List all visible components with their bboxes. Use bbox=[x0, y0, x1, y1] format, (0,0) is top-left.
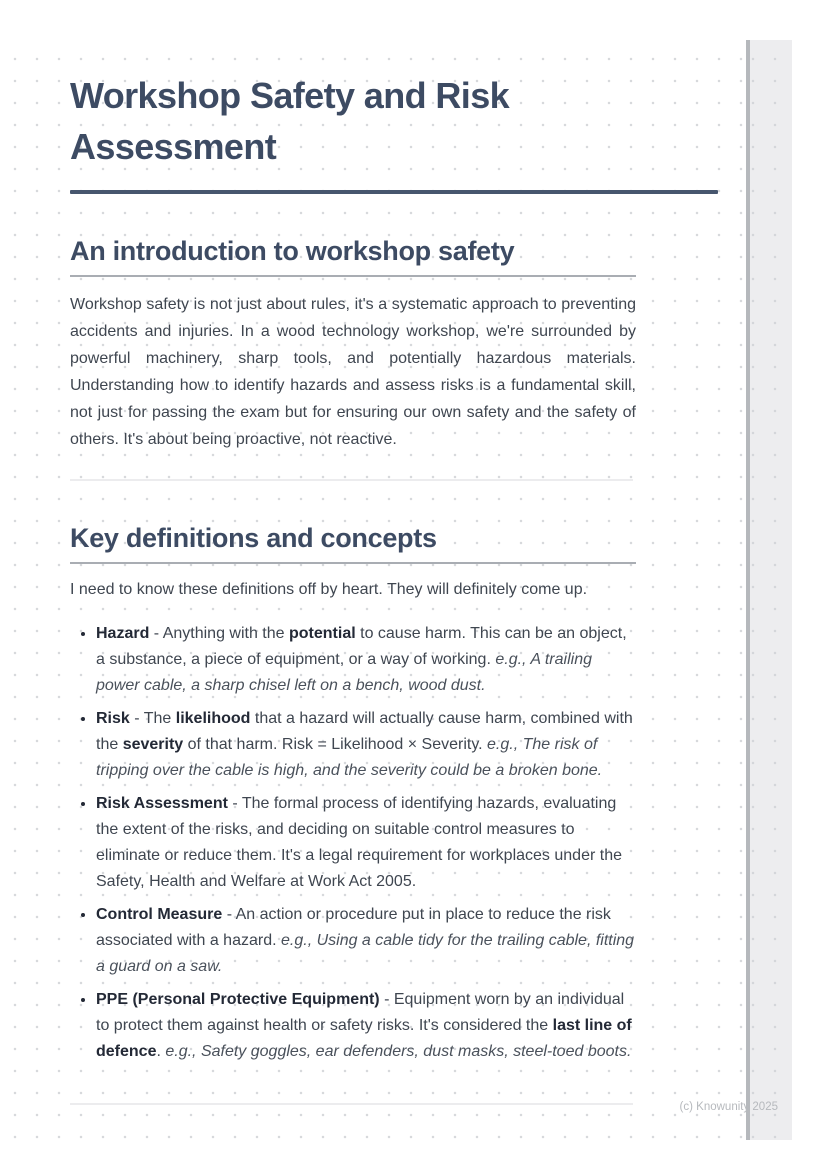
heading-rule bbox=[70, 275, 636, 277]
note-sheet bbox=[0, 40, 746, 1140]
title-rule bbox=[70, 190, 718, 194]
page-title: Workshop Safety and Risk Assessment bbox=[70, 75, 510, 167]
watermark: (c) Knowunity 2025 bbox=[679, 1101, 778, 1113]
definition-item: • Control Measure - An action or procedure put in place to reduce the risk associated with a hazard. e.g., Using a cable tidy for the trailing cable, fitting a guard on a saw. bbox=[96, 902, 636, 980]
introduction-paragraph: Workshop safety is not just about rules, it's a systematic approach to preventing accidents and injuries. In a wood technology workshop, we're surrounded by powerful machinery, sharp tools, and potentially hazardous materials. Understanding how to identify hazards and assess risks is a fundamental skill, not just for passing the exam but for ensuring our own safety and the safety of others. It's about being proactive, not reactive. bbox=[70, 296, 636, 448]
section-heading-definitions: Key definitions and concepts bbox=[70, 523, 437, 553]
definition-item: • Risk - The likelihood that a hazard will actually cause harm, combined with the severity of that harm. Risk = Likelihood × Severity. e.g., The risk of tripping over the cable is high, and the severity could be a broken bone. bbox=[96, 706, 636, 784]
page-side-strip bbox=[750, 40, 792, 1140]
footer-divider bbox=[70, 1103, 633, 1105]
definition-item: • PPE (Personal Protective Equipment) - Equipment worn by an individual to protect them against health or safety risks. It's considered the last line of defence. e.g., Safety goggles, ear defenders, dust masks, steel-toed boots. bbox=[96, 987, 636, 1065]
definitions-list bbox=[70, 621, 636, 1065]
definition-item: • Risk Assessment - The formal process of identifying hazards, evaluating the extent of the risks, and deciding on suitable control measures to eliminate or reduce them. It's a legal requirement for workplaces under the Safety, Health and Welfare at Work Act 2005. bbox=[96, 791, 636, 895]
heading-rule bbox=[70, 562, 636, 564]
definitions-intro: I need to know these definitions off by heart. They will definitely come up. bbox=[70, 581, 588, 598]
definition-item: • Hazard - Anything with the potential to cause harm. This can be an object, a substance, a piece of equipment, or a way of working. e.g., A trailing power cable, a sharp chisel left on a bench, wood dust. bbox=[96, 621, 636, 699]
section-heading-introduction: An introduction to workshop safety bbox=[70, 236, 515, 266]
note-content bbox=[0, 40, 746, 1065]
section-divider bbox=[70, 479, 633, 481]
